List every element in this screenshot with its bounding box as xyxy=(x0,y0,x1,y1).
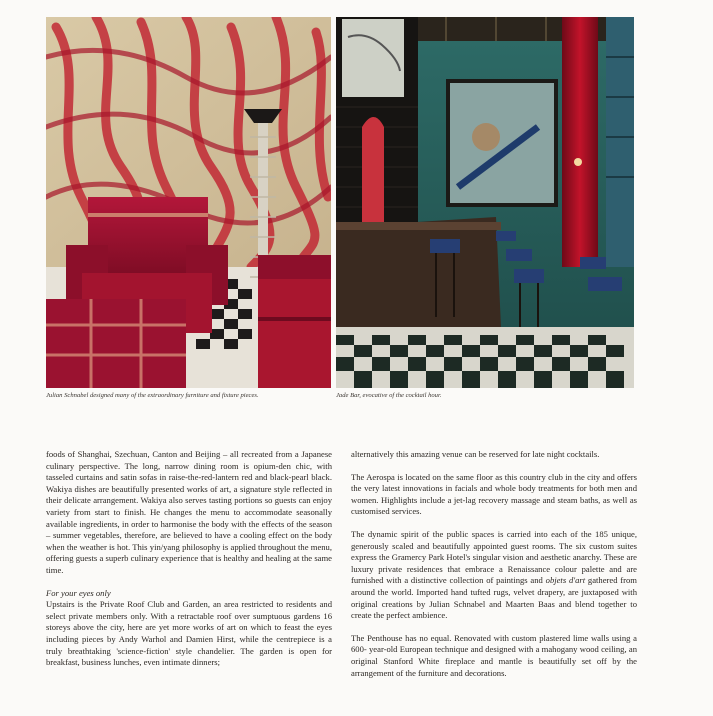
objets-dart-italic: objets d'art xyxy=(545,575,586,586)
caption-jade-bar: Jade Bar, evocative of the cocktail hour. xyxy=(336,392,442,399)
guest-rooms-text-b: gathered from around the world. Imported hand tufted rugs, velvet drapery, are juxtaposed with original creations by Julian Schnabel and Maarten Baas and blend together to create the perfect ambience. xyxy=(351,575,637,621)
paragraph-penthouse: The Penthouse has no equal. Renovated with custom plastered lime walls using a 600- year-old European technique and designed with a mahogany wood ceiling, an original Stanford White fireplace and mantle is beautifully set off by the arrangement of the furniture and decorations. xyxy=(351,632,637,678)
paragraph-late-night: alternatively this amazing venue can be reserved for late night cocktails. xyxy=(351,449,600,459)
red-lounge-illustration xyxy=(46,17,331,388)
paragraph-guest-rooms xyxy=(351,529,637,622)
jade-bar-illustration xyxy=(336,17,634,388)
text-column-right xyxy=(351,449,637,679)
paragraph-aerospa: The Aerospa is located on the same floor as this country club in the city and offers the very latest innovations in facials and whole body treatments for both men and women. Highlights include a jet-lag recovery massage and steam baths, as well as customised services. xyxy=(351,471,637,517)
photo-red-lounge xyxy=(46,17,331,388)
paragraph-wakiya: foods of Shanghai, Szechuan, Canton and Beijing – all recreated from a Japanese culinary perspective. The long, narrow dining room is opium-den chic, with tasseled curtains and satin sofas in raise-the-red-lantern red and black-pearl black. Wakiya dishes are beautifully presented works of art, a signature style reflected in their delicate arrangement. Wakiya also serves tasting portions so guests can enjoy variety from start to finish. He changes the menu to accommodate seasonally available ingredients, in order to harmonise the body with the effects of the season – summer vegetables, therefore, are believed to have a cooling effect on the body when the weather is hot. This yin/yang philosophy is applied throughout the menu, offering guests a superb culinary experience that is healthy and healing at the same time. xyxy=(46,449,332,575)
paragraph-roof-club: Upstairs is the Private Roof Club and Garden, an area restricted to residents and select private members only. With a retractable roof over sumptuous gardens 16 storeys above the city, here are yet more works of art on which to feast the eyes including pieces by Andy Warhol and Damien Hirst, while the centrepiece is a truly breathtaking 'science-fiction' style chandelier. The garden is open for breakfast, business lunches, even intimate dinners; xyxy=(46,599,332,668)
text-column-left xyxy=(46,449,332,669)
subhead-for-your-eyes-only: For your eyes only xyxy=(46,587,111,598)
caption-red-lounge: Julian Schnabel designed many of the extraordinary furniture and fixture pieces. xyxy=(46,392,259,399)
photo-jade-bar xyxy=(336,17,634,388)
guest-rooms-text-a: The dynamic spirit of the public spaces is carried into each of the 185 unique, generously scaled and beautifully appointed guest rooms. The six custom suites express the Gramercy Park Hotel's singular vision and aesthetic anarchy. These are luxury private residences that embrace a Renaissance colour palette and are furnished with a distinctive collection of paintings and xyxy=(351,528,637,586)
